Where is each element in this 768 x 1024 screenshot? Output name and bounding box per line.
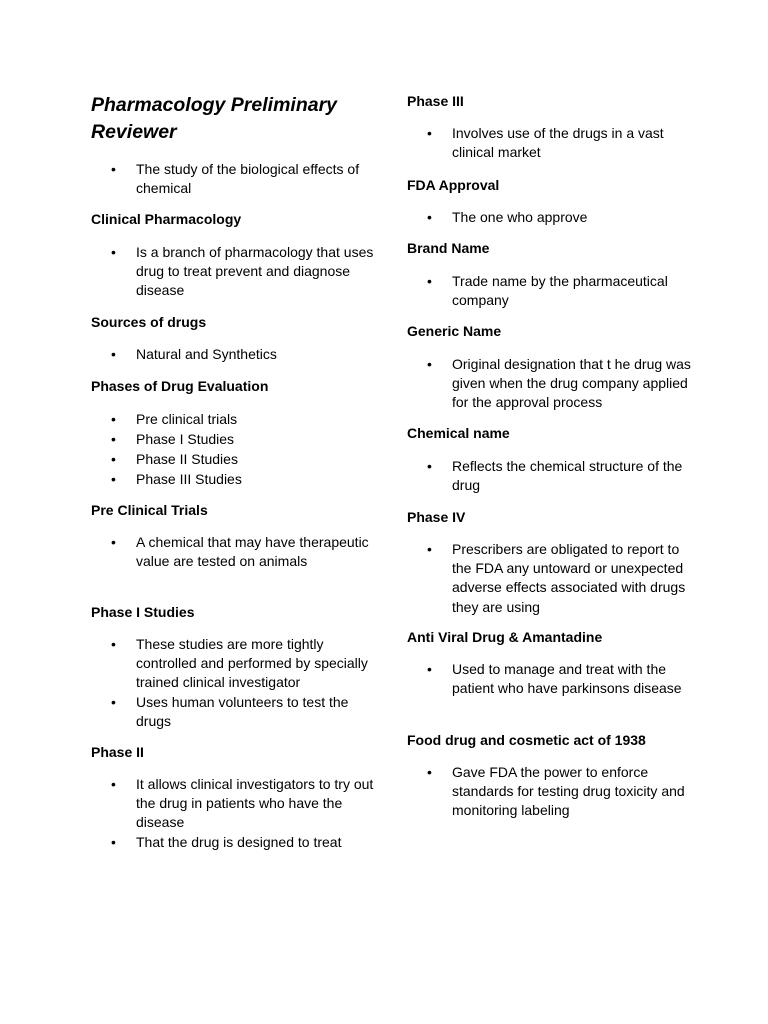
list-item: • Uses human volunteers to test the drugs [91,693,376,731]
fda-approval-list [407,208,697,227]
list-item: • Prescribers are obligated to report to the FDA any untoward or unexpected adverse effects associated with drugs they are using [407,540,697,617]
phase-i-studies-list [91,635,376,731]
page-title: Pharmacology Preliminary Reviewer [91,94,338,143]
brand-name-list [407,272,697,310]
section-heading-sources-of-drugs: Sources of drugs [91,314,207,330]
phase-iv-list [407,540,697,617]
section-heading-phase-i-studies: Phase I Studies [91,604,195,620]
section-heading-brand-name: Brand Name [407,240,490,256]
list-item: • The one who approve [407,208,697,227]
pre-clinical-trials-list [91,533,376,571]
section-heading-generic-name: Generic Name [407,323,502,339]
section-heading-food-drug-cosmetic-act: Food drug and cosmetic act of 1938 [407,732,646,748]
list-item: • Phase I Studies [91,429,376,449]
intro-list [91,160,376,198]
list-item: • Is a branch of pharmacology that uses drug to treat prevent and diagnose disease [91,243,376,301]
phases-list [91,409,376,489]
section-heading-pre-clinical-trials: Pre Clinical Trials [91,502,208,518]
list-item: • That the drug is designed to treat [91,833,376,852]
chemical-name-list [407,457,697,495]
list-item: • Pre clinical trials [91,409,376,429]
section-heading-clinical-pharmacology: Clinical Pharmacology [91,211,242,227]
list-item: • Trade name by the pharmaceutical company [407,272,697,310]
phase-iii-list [407,124,697,162]
section-heading-phase-ii: Phase II [91,744,144,760]
list-item: • Reflects the chemical structure of the drug [407,457,697,495]
section-heading-fda-approval: FDA Approval [407,177,500,193]
section-heading-phase-iv: Phase IV [407,509,466,525]
generic-name-list [407,355,697,413]
list-item: • It allows clinical investigators to try out the drug in patients who have the disease [91,775,376,833]
anti-viral-drug-list [407,660,697,698]
phase-ii-list [91,775,376,852]
list-item: • A chemical that may have therapeutic value are tested on animals [91,533,376,571]
list-item: • Used to manage and treat with the patient who have parkinsons disease [407,660,697,698]
list-item: • The study of the biological effects of chemical [91,160,376,198]
section-heading-phase-iii: Phase III [407,93,464,109]
list-item: • These studies are more tightly controlled and performed by specially trained clinical investigator [91,635,376,693]
section-heading-anti-viral-drug: Anti Viral Drug & Amantadine [407,629,603,645]
clinical-pharmacology-list [91,243,376,301]
list-item: • Involves use of the drugs in a vast clinical market [407,124,697,162]
list-item: • Original designation that t he drug was given when the drug company applied for the approval process [407,355,697,413]
section-heading-phases-of-drug-evaluation: Phases of Drug Evaluation [91,378,269,394]
list-item: • Gave FDA the power to enforce standards for testing drug toxicity and monitoring labeling [407,763,697,821]
list-item: • Phase II Studies [91,449,376,469]
list-item: • Natural and Synthetics [91,345,376,364]
list-item: • Phase III Studies [91,469,376,489]
section-heading-chemical-name: Chemical name [407,425,510,441]
food-drug-cosmetic-act-list [407,763,697,821]
sources-of-drugs-list [91,345,376,364]
